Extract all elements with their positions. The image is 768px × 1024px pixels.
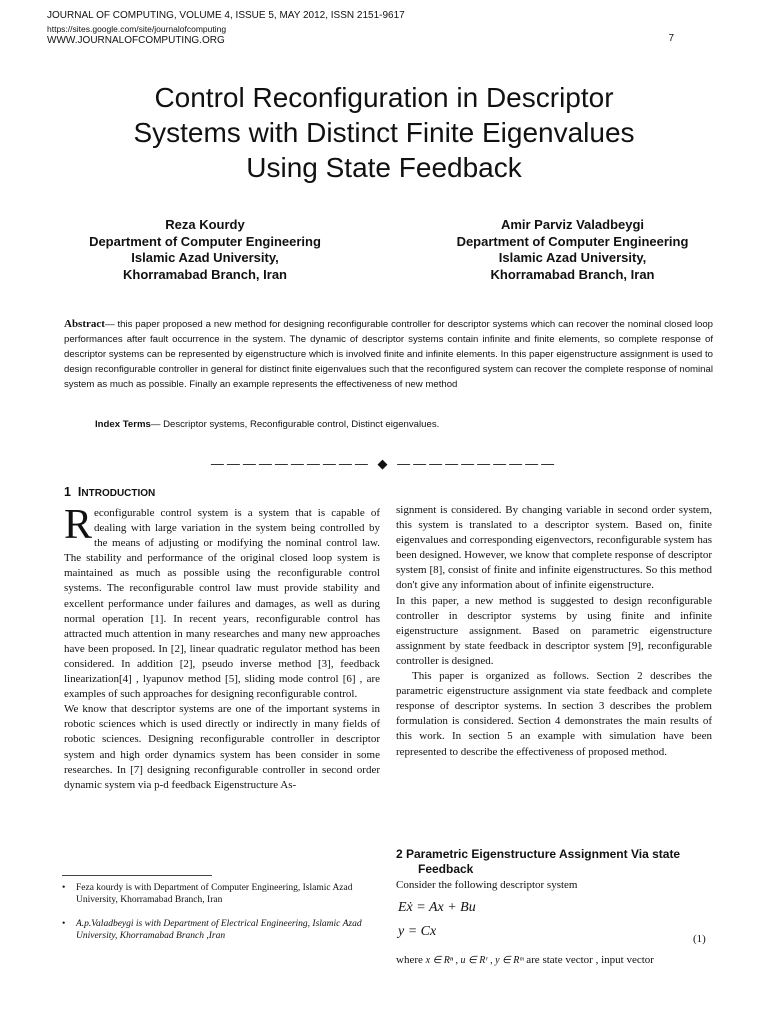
- footnote-rule: [62, 875, 212, 876]
- section-title-initial: I: [77, 485, 82, 499]
- intro-paragraph-3: signment is considered. By changing variable in second order system, this system is translated to a descriptor system. Based on, finite eigenvalues and corresponding eigenvectors, reconfigurable system has been designed. However, we know that complete response of descriptor system [8], consist of finite and infinite eigenstructures. So this method don't give any information about of infinite eigenstructure.: [396, 504, 712, 592]
- abstract-dash: —: [104, 319, 115, 330]
- index-terms-label: Index Terms: [95, 419, 151, 430]
- intro-paragraph-2: We know that descriptor systems are one of the important systems in robotic sciences which is used directly or indirectly in many fields of robotic sciences. Designing reconfigurable controller in descriptor system and high order dynamics system has been consider in some researches. In [7] designing reconfigurable controller in second order dynamic system via p-d feedback Eigenstructure As-: [64, 703, 380, 791]
- journal-line: JOURNAL OF COMPUTING, VOLUME 4, ISSUE 5, MAY 2012, ISSN 2151-9617: [47, 10, 405, 21]
- abstract-label: Abstract: [64, 318, 105, 330]
- author-block-1: [60, 217, 350, 283]
- equation-number: (1): [693, 933, 706, 945]
- where-line: [396, 953, 716, 968]
- section-1-heading: [64, 485, 155, 499]
- running-header: [47, 10, 405, 48]
- section-2-heading: [396, 847, 680, 877]
- journal-url: https://sites.google.com/site/journalofcomputing: [47, 23, 227, 34]
- title-line-3: Using State Feedback: [246, 152, 522, 183]
- index-terms-text: — Descriptor systems, Reconfigurable control, Distinct eigenvalues.: [150, 419, 440, 430]
- section-title-rest: NTRODUCTION: [81, 488, 156, 499]
- paper-title: [0, 80, 768, 185]
- where-math: x ∈ Rⁿ , u ∈ Rʳ , y ∈ Rᵐ: [425, 955, 524, 966]
- where-word: where: [396, 954, 423, 966]
- where-rest: are state vector , input vector: [526, 954, 654, 966]
- section-number: 1: [64, 485, 71, 499]
- title-line-2: Systems with Distinct Finite Eigenvalues: [133, 117, 635, 148]
- section-separator: —————————— ◆ ——————————: [210, 456, 558, 471]
- author-block-2: [425, 217, 720, 283]
- title-line-1: Control Reconfiguration in Descriptor: [154, 82, 614, 113]
- author-department: Department of Computer Engineering: [89, 233, 321, 249]
- author-branch: Khorramabad Branch, Iran: [123, 266, 287, 282]
- section-2-title-line-1: 2 Parametric Eigenstructure Assignment Via state: [396, 847, 681, 861]
- author-university: Islamic Azad University,: [131, 250, 279, 265]
- equation-line-2: y = Cx: [398, 924, 437, 939]
- equation-line-1: Eẋ = Ax + Bu: [398, 900, 476, 915]
- abstract: [64, 317, 713, 392]
- footnote-1: [62, 882, 382, 906]
- index-terms: [95, 419, 439, 430]
- footnote-2: [62, 918, 382, 942]
- footnote-2-text: A.p.Valadbeygi is with Department of Electrical Engineering, Islamic Azad University, Khorramabad Branch ,Iran: [76, 919, 362, 941]
- author-name: Amir Parviz Valadbeygi: [500, 217, 645, 232]
- section-2-intro: Consider the following descriptor system: [396, 879, 578, 891]
- footnote-1-text: Feza kourdy is with Department of Computer Engineering, Islamic Azad University, Khorramabad Branch, Iran: [76, 883, 353, 905]
- author-university: Islamic Azad University,: [498, 250, 647, 265]
- left-column: [64, 502, 380, 793]
- intro-paragraph-1: [64, 502, 380, 702]
- section-2-title-line-2: Feedback: [418, 862, 474, 876]
- intro-paragraph-5: This paper is organized as follows. Section 2 describes the parametric eigenstructure assignment via state feedback and complete response of descriptor systems. In section 3 describes the problem formulation is considered. Section 4 demonstrates the main results of this work. In section 5 an example with simulation have been represented to describe the effectiveness of proposed method.: [396, 670, 712, 758]
- footnote-bullet: •: [62, 883, 66, 893]
- author-name: Reza Kourdy: [165, 217, 245, 232]
- drop-cap: R: [64, 502, 93, 548]
- footnote-bullet: •: [62, 919, 66, 929]
- author-department: Department of Computer Engineering: [456, 233, 689, 249]
- journal-website: WWW.JOURNALOFCOMPUTING.ORG: [47, 35, 225, 46]
- intro-paragraph-4: In this paper, a new method is suggested to design reconfigurable controller in descriptor systems by using finite and infinite eigenstructure assignment. Based on parametric eigenstructure assignment by state feedback in descriptor system [9], reconfigurable controller is designed.: [396, 594, 712, 667]
- author-branch: Khorramabad Branch, Iran: [490, 266, 655, 282]
- intro-paragraph-1-text: econfigurable control system is a system that is capable of dealing with large variation in the system being controlled by the means of adjusting or modifying the nominal control law. The stability and performance of the original closed loop system is maintained as much as possible using the reconfigurable control systems. The reconfigurable control law must provide stability and excellent performance under failures and damages, as well as during normal operation [1]. In recent years, reconfigurable control has attracted much attention in many researches and many new approaches have been proposed. In [2], linear quadratic regulator method has been considered. In addition [2], pseudo inverse method [3], feedback linearization[4] , lyapunov method [5], sliding mode control [6] , are examples of such approaches for designing reconfigurable control.: [64, 507, 380, 701]
- abstract-text: this paper proposed a new method for designing reconfigurable controller for descriptor systems which can recover the nominal closed loop performances after fault occurrence in the system. The dynamic of descriptor systems contain infinite and finite elements, so complete response of descriptor systems can be represented by eigenstructure which is involved finite and infinite elements. In this paper eigenstructure assignment is used to design reconfigurable controller in general for distinct finite eigenvalues such that the reconfigured system can recover the complete response of nominal system as much as possible. Finally an example represents the effectiveness of new method: [64, 319, 713, 390]
- page-number: 7: [668, 33, 674, 44]
- right-column: [396, 503, 712, 760]
